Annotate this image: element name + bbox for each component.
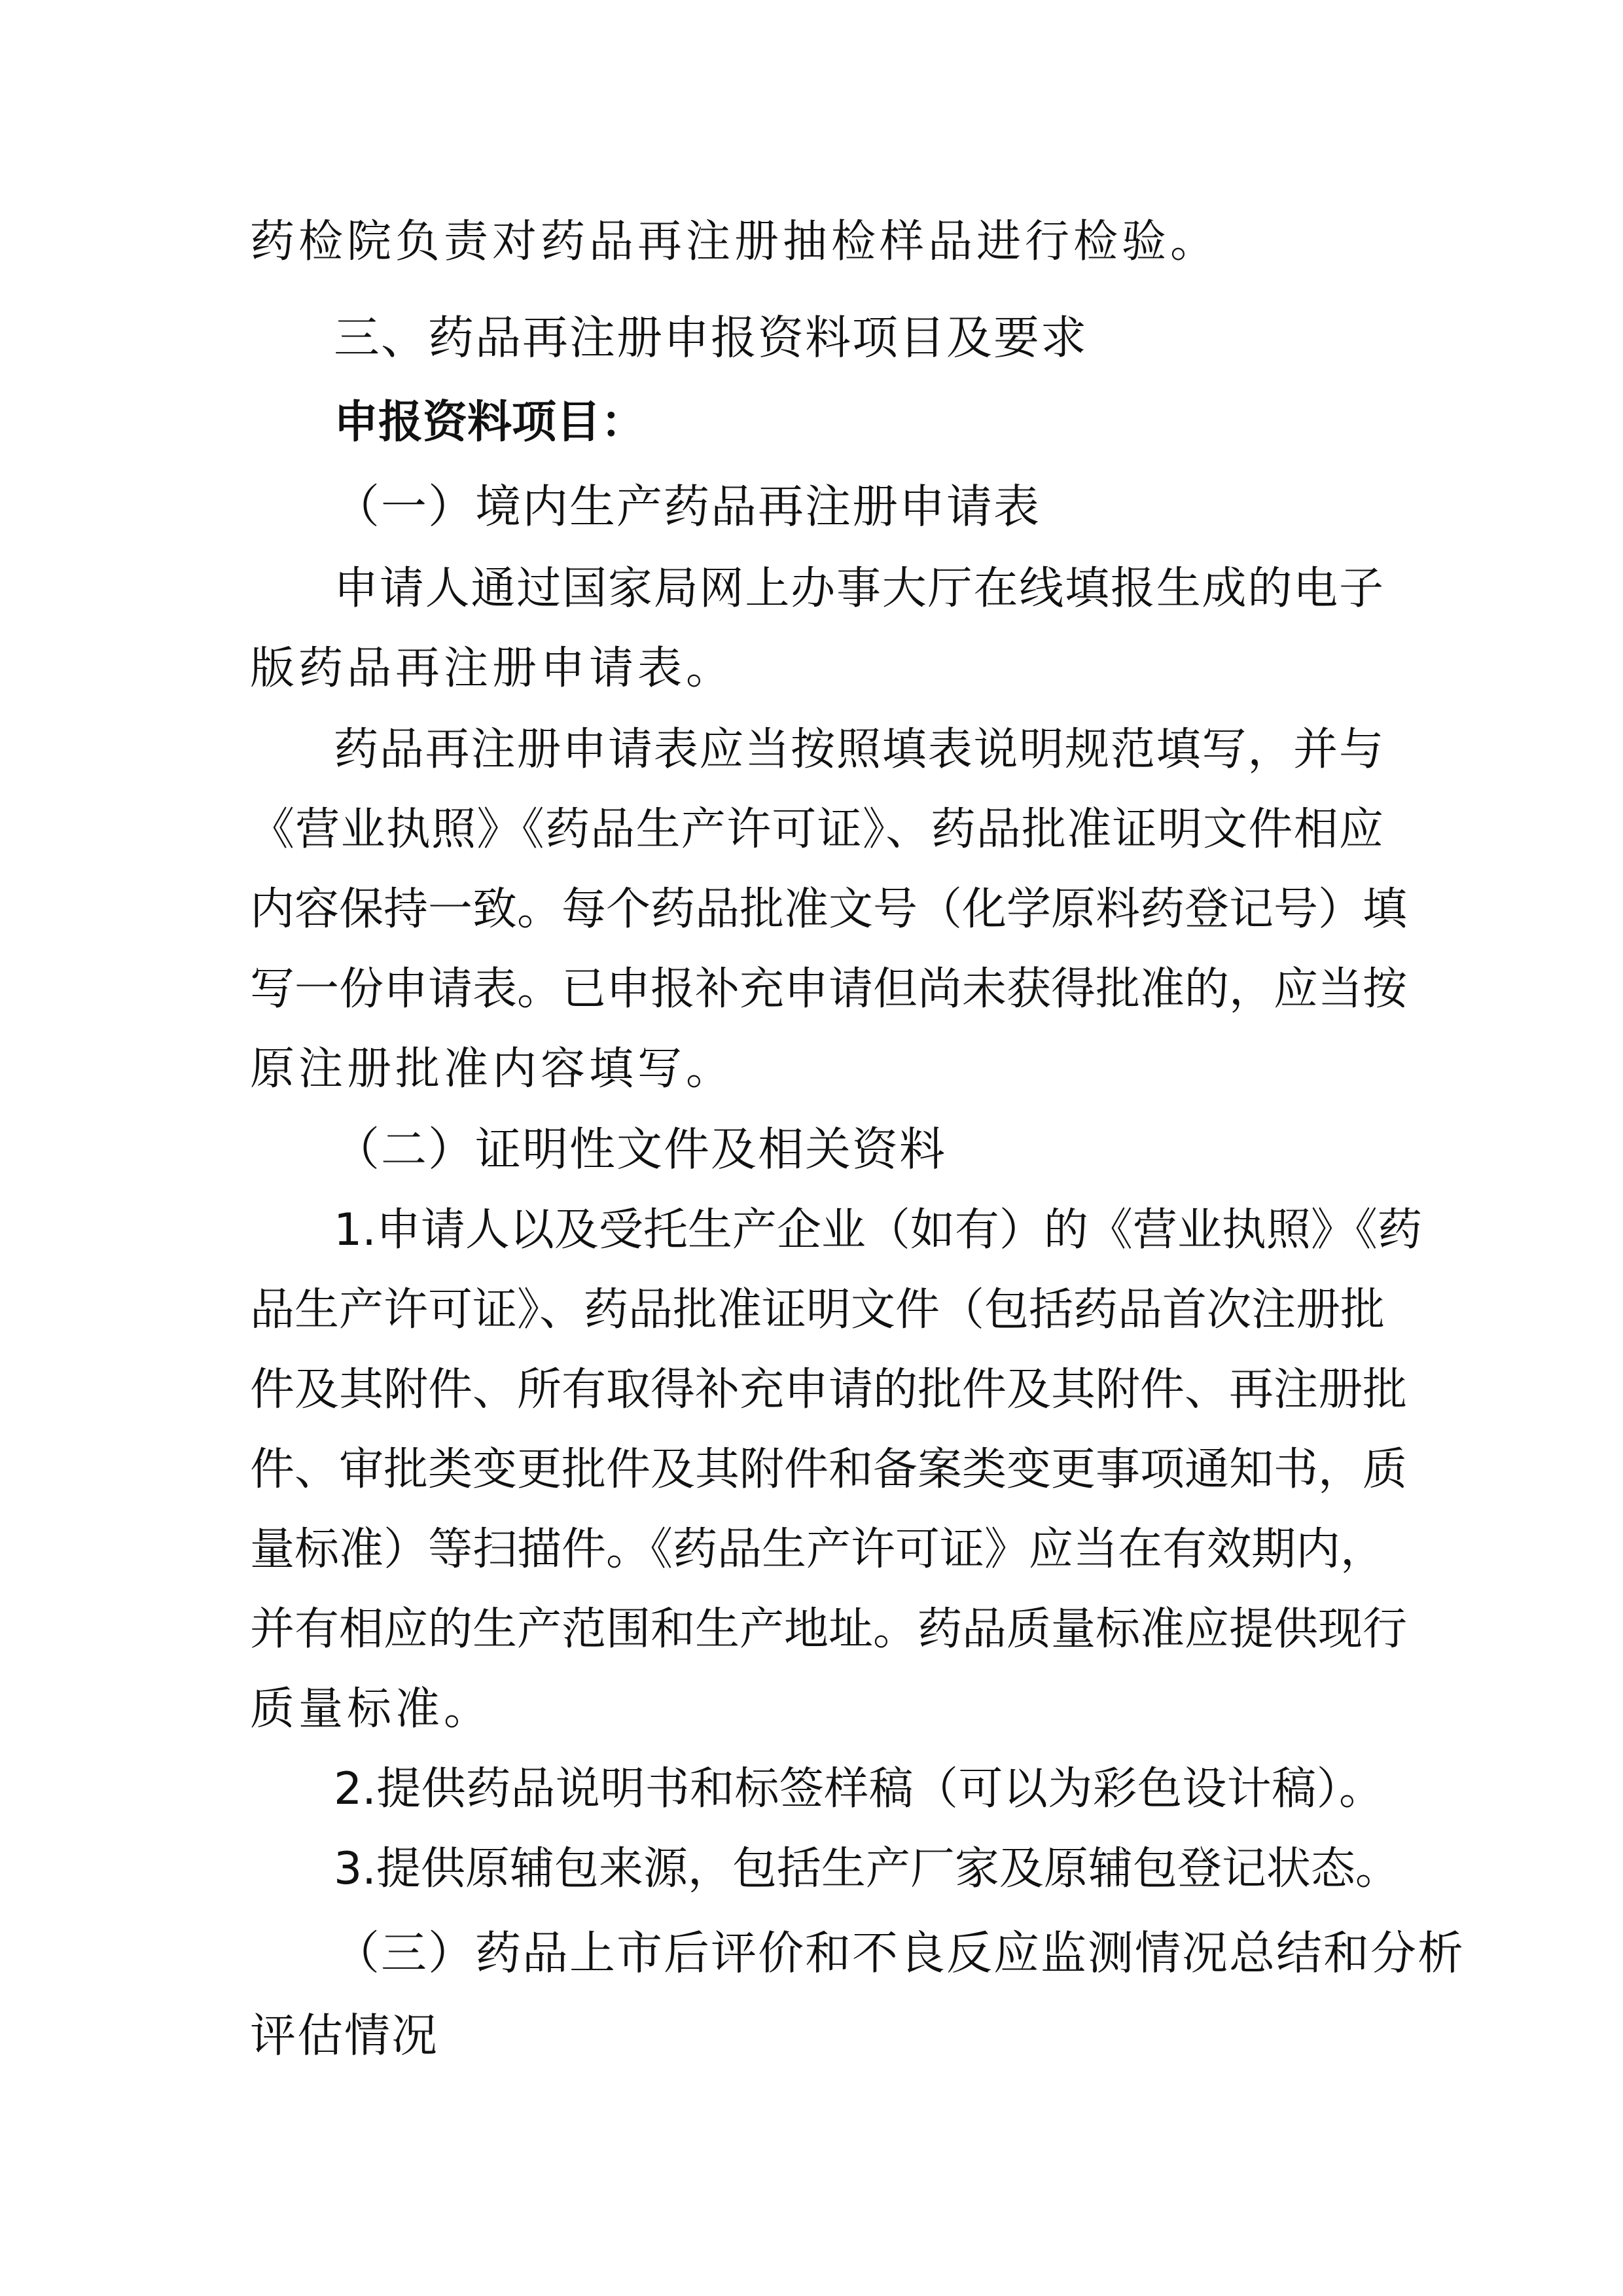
paragraph-line: 件、审批类变更批件及其附件和备案类变更事项通知书，质 (250, 1444, 1408, 1496)
paragraph-line: 申请人通过国家局网上办事大厅在线填报生成的电子 (334, 563, 1383, 615)
paragraph-line: 3.提供原辅包来源，包括生产厂家及原辅包登记状态。 (334, 1843, 1400, 1895)
paragraph-line: 内容保持一致。每个药品批准文号（化学原料药登记号）填 (250, 884, 1408, 935)
paragraph-line: 件及其附件、所有取得补充申请的批件及其附件、再注册批 (250, 1364, 1408, 1416)
paragraph-line: 并有相应的生产范围和生产地址。药品质量标准应提供现行 (250, 1604, 1408, 1655)
paragraph-line: 药品再注册申请表应当按照填表说明规范填写，并与 (334, 724, 1383, 776)
paragraph-line: 药检院负责对药品再注册抽检样品进行检验。 (250, 216, 1219, 268)
paragraph-line: 品生产许可证》、药品批准证明文件（包括药品首次注册批 (250, 1284, 1385, 1336)
subsection-heading: （三）药品上市后评价和不良反应监测情况总结和分析 (334, 1926, 1465, 1980)
paragraph-line: 2.提供药品说明书和标签样稿（可以为彩色设计稿）。 (334, 1763, 1383, 1815)
subsection-heading: （一）境内生产药品再注册申请表 (334, 480, 1041, 533)
paragraph-line: 质量标准。 (250, 1683, 493, 1735)
paragraph-line: 原注册批准内容填写。 (250, 1043, 735, 1095)
paragraph-line: 写一份申请表。已申报补充申请但尚未获得批准的，应当按 (250, 963, 1408, 1015)
paragraph-line: 量标准）等扫描件。《药品生产许可证》应当在有效期内， (250, 1524, 1385, 1575)
subsection-heading: 评估情况 (250, 2009, 438, 2062)
subsection-heading: （二）证明性文件及相关资料 (334, 1122, 946, 1176)
paragraph-line: 1.申请人以及受托生产企业（如有）的《营业执照》《药 (334, 1204, 1422, 1256)
subheading: 申报资料项目： (334, 397, 646, 448)
paragraph-line: 版药品再注册申请表。 (250, 643, 735, 694)
paragraph-line: 《营业执照》《药品生产许可证》、药品批准证明文件相应 (250, 804, 1383, 855)
section-heading: 三、药品再注册申报资料项目及要求 (334, 311, 1088, 365)
